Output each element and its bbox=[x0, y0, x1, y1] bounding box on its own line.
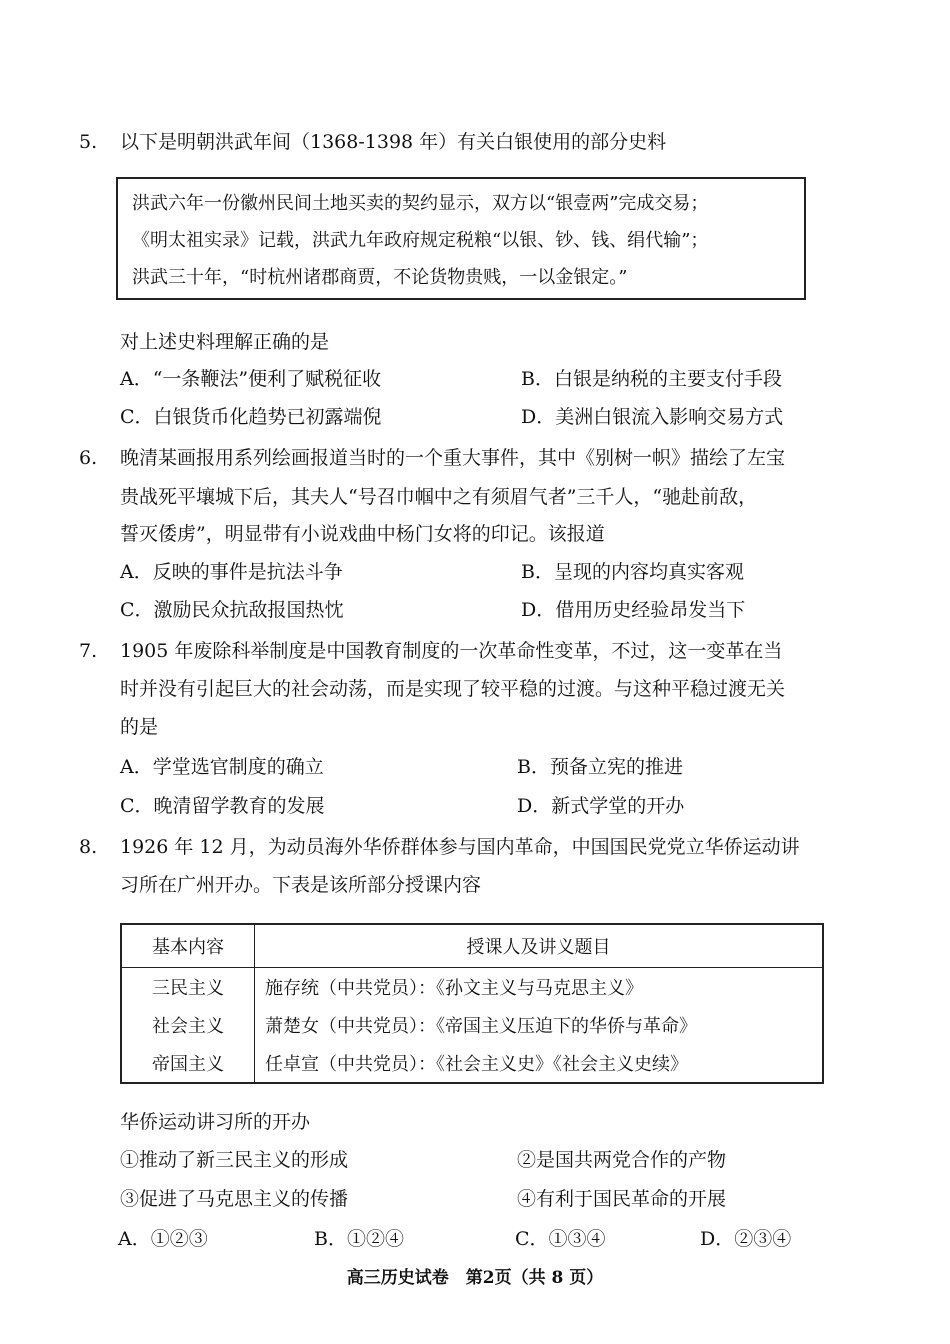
q6-stem-line: 贵战死平壤城下后，其夫人“号召巾帼中之有须眉气者”三千人，“驰赴前敌， bbox=[120, 486, 758, 508]
table-cell: 社会主义 bbox=[152, 1016, 224, 1037]
table-header-cell: 基本内容 bbox=[121, 924, 255, 968]
table-header-row bbox=[121, 924, 823, 968]
q8-number: 8. bbox=[79, 836, 98, 858]
q5-source-box bbox=[116, 177, 806, 300]
q6-option-a[interactable]: A．反映的事件是抗法斗争 bbox=[120, 561, 343, 583]
q6-stem-line: 晚清某画报用系列绘画报道当时的一个重大事件，其中《别树一帜》描绘了左宝 bbox=[120, 447, 786, 469]
q7-option-b[interactable]: B．预备立宪的推进 bbox=[517, 756, 683, 778]
q8-option-d[interactable]: D．②③④ bbox=[700, 1228, 792, 1250]
table-row bbox=[121, 1006, 823, 1044]
q5-source-line: 洪武六年一份徽州民间土地买卖的契约显示，双方以“银壹两”完成交易； bbox=[132, 193, 709, 214]
table-row bbox=[121, 968, 823, 1007]
q5-option-d[interactable]: D．美洲白银流入影响交易方式 bbox=[521, 406, 784, 428]
q7-stem-line: 1905 年废除科举制度是中国教育制度的一次革命性变革，不过，这一变革在当 bbox=[120, 640, 783, 662]
q8-statement: ②是国共两党合作的产物 bbox=[517, 1149, 727, 1171]
q5-source-line: 《明太祖实录》记载，洪武九年政府规定税粮“以银、钞、钱、绢代输”； bbox=[132, 230, 709, 251]
table-cell: 任卓宣（中共党员）：《社会主义史》《社会主义史续》 bbox=[255, 1044, 824, 1083]
q7-option-c[interactable]: C．晚清留学教育的发展 bbox=[120, 795, 325, 817]
q8-option-a[interactable]: A．①②③ bbox=[118, 1228, 208, 1250]
q8-course-table bbox=[120, 923, 824, 1084]
q5-option-c[interactable]: C．白银货币化趋势已初露端倪 bbox=[120, 406, 382, 428]
page-footer: 高三历史试卷 第2页（共 8 页） bbox=[346, 1268, 604, 1288]
table-cell: 施存统（中共党员）：《孙文主义与马克思主义》 bbox=[255, 968, 824, 1007]
q8-stem-line: 习所在广州开办。下表是该所部分授课内容 bbox=[120, 874, 482, 896]
q7-option-d[interactable]: D．新式学堂的开办 bbox=[517, 795, 685, 817]
q5-option-b[interactable]: B．白银是纳税的主要支付手段 bbox=[521, 368, 782, 390]
table-header-cell: 授课人及讲义题目 bbox=[255, 924, 824, 968]
q6-option-c[interactable]: C．激励民众抗敌报国热忱 bbox=[120, 599, 344, 621]
q7-stem-line: 时并没有引起巨大的社会动荡，而是实现了较平稳的过渡。与这种平稳过渡无关 bbox=[120, 678, 786, 700]
q5-question: 对上述史料理解正确的是 bbox=[120, 331, 330, 353]
table-cell: 萧楚女（中共党员）：《帝国主义压迫下的华侨与革命》 bbox=[255, 1006, 824, 1044]
q6-number: 6. bbox=[79, 447, 98, 469]
table-row bbox=[121, 1044, 823, 1083]
q5-stem: 以下是明朝洪武年间（1368-1398 年）有关白银使用的部分史料 bbox=[120, 131, 667, 153]
q6-stem-line: 誓灭倭虏”，明显带有小说戏曲中杨门女将的印记。该报道 bbox=[120, 523, 605, 545]
q8-stem-line: 1926 年 12 月，为动员海外华侨群体参与国内革命，中国国民党党立华侨运动讲 bbox=[120, 836, 800, 858]
q5-number: 5. bbox=[79, 131, 98, 153]
q6-option-b[interactable]: B．呈现的内容均真实客观 bbox=[521, 561, 744, 583]
table-cell: 帝国主义 bbox=[152, 1054, 224, 1075]
q7-option-a[interactable]: A．学堂选官制度的确立 bbox=[120, 756, 324, 778]
q5-option-a[interactable]: A．“一条鞭法”便利了赋税征收 bbox=[120, 368, 382, 390]
q8-option-c[interactable]: C．①③④ bbox=[515, 1228, 606, 1250]
q8-statement: ①推动了新三民主义的形成 bbox=[120, 1149, 349, 1171]
q6-option-d[interactable]: D．借用历史经验昂发当下 bbox=[521, 599, 746, 621]
q8-statement: ③促进了马克思主义的传播 bbox=[120, 1188, 349, 1210]
q7-stem-line: 的是 bbox=[120, 716, 159, 738]
q8-option-b[interactable]: B．①②④ bbox=[314, 1228, 404, 1250]
q5-source-line: 洪武三十年，“时杭州诸郡商贾，不论货物贵贱，一以金银定。” bbox=[132, 267, 628, 288]
table-cell: 三民主义 bbox=[152, 978, 224, 999]
q7-number: 7. bbox=[79, 640, 98, 662]
q8-statement: ④有利于国民革命的开展 bbox=[517, 1188, 727, 1210]
q8-question: 华侨运动讲习所的开办 bbox=[120, 1111, 311, 1133]
